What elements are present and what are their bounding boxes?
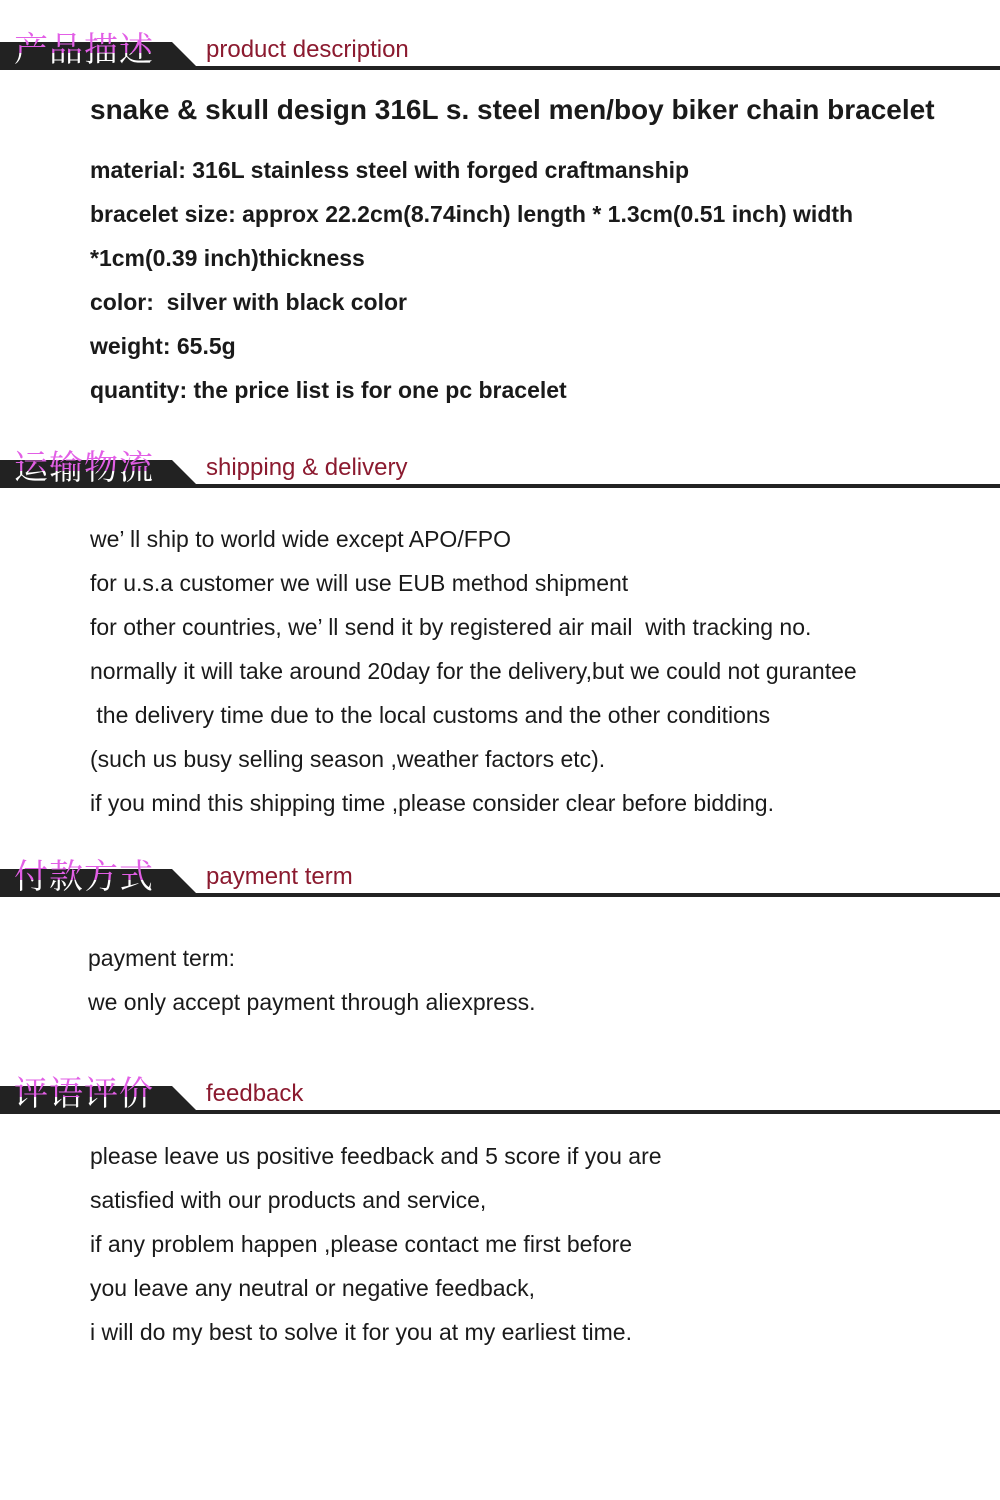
shipping-line: we’ ll ship to world wide except APO/FPO: [90, 526, 511, 552]
feedback-line: satisfied with our products and service,: [90, 1187, 487, 1213]
section-header-feedback: [0, 1044, 1000, 1114]
product-color: color: silver with black color: [90, 289, 407, 315]
shipping-line: for other countries, we’ ll send it by registered air mail with tracking no.: [90, 614, 812, 640]
shipping-line: the delivery time due to the local customs and the other conditions: [90, 702, 771, 728]
header-en-title: payment term: [206, 863, 353, 890]
product-title: snake & skull design 316L s. steel men/boy biker chain bracelet: [90, 94, 935, 125]
payment-details: [88, 936, 988, 1024]
product-thickness: *1cm(0.39 inch)thickness: [90, 245, 365, 271]
product-size: bracelet size: approx 22.2cm(8.74inch) length * 1.3cm(0.51 inch) width: [90, 201, 854, 227]
feedback-line: if any problem happen ,please contact me first before: [90, 1231, 633, 1257]
feedback-details: [90, 1134, 990, 1354]
shipping-line: for u.s.a customer we will use EUB method shipment: [90, 570, 629, 596]
header-cn-title: 付款方式: [14, 857, 154, 897]
product-quantity: quantity: the price list is for one pc bracelet: [90, 377, 567, 403]
payment-line: we only accept payment through aliexpress.: [88, 989, 536, 1015]
header-en-title: shipping & delivery: [206, 454, 408, 481]
shipping-line: normally it will take around 20day for the delivery,but we could not gurantee: [90, 658, 857, 684]
section-header-payment: [0, 827, 1000, 897]
header-cn-title: 评语评价: [14, 1074, 154, 1114]
feedback-line: i will do my best to solve it for you at my earliest time.: [90, 1319, 632, 1345]
payment-line: payment term:: [88, 945, 235, 971]
section-header-shipping: [0, 418, 1000, 488]
header-en-title: feedback: [206, 1080, 304, 1107]
shipping-line: (such us busy selling season ,weather factors etc).: [90, 746, 606, 772]
header-cn-title: 产品描述: [14, 30, 154, 70]
shipping-details: [90, 517, 990, 825]
shipping-line: if you mind this shipping time ,please consider clear before bidding.: [90, 790, 774, 816]
feedback-line: you leave any neutral or negative feedback,: [90, 1275, 535, 1301]
product-weight: weight: 65.5g: [90, 333, 236, 359]
product-material: material: 316L stainless steel with forged craftmanship: [90, 157, 690, 183]
section-header-product: [0, 0, 1000, 70]
product-details: [90, 148, 990, 412]
feedback-line: please leave us positive feedback and 5 score if you are: [90, 1143, 662, 1169]
header-en-title: product description: [206, 36, 409, 63]
header-cn-title: 运输物流: [14, 448, 154, 488]
